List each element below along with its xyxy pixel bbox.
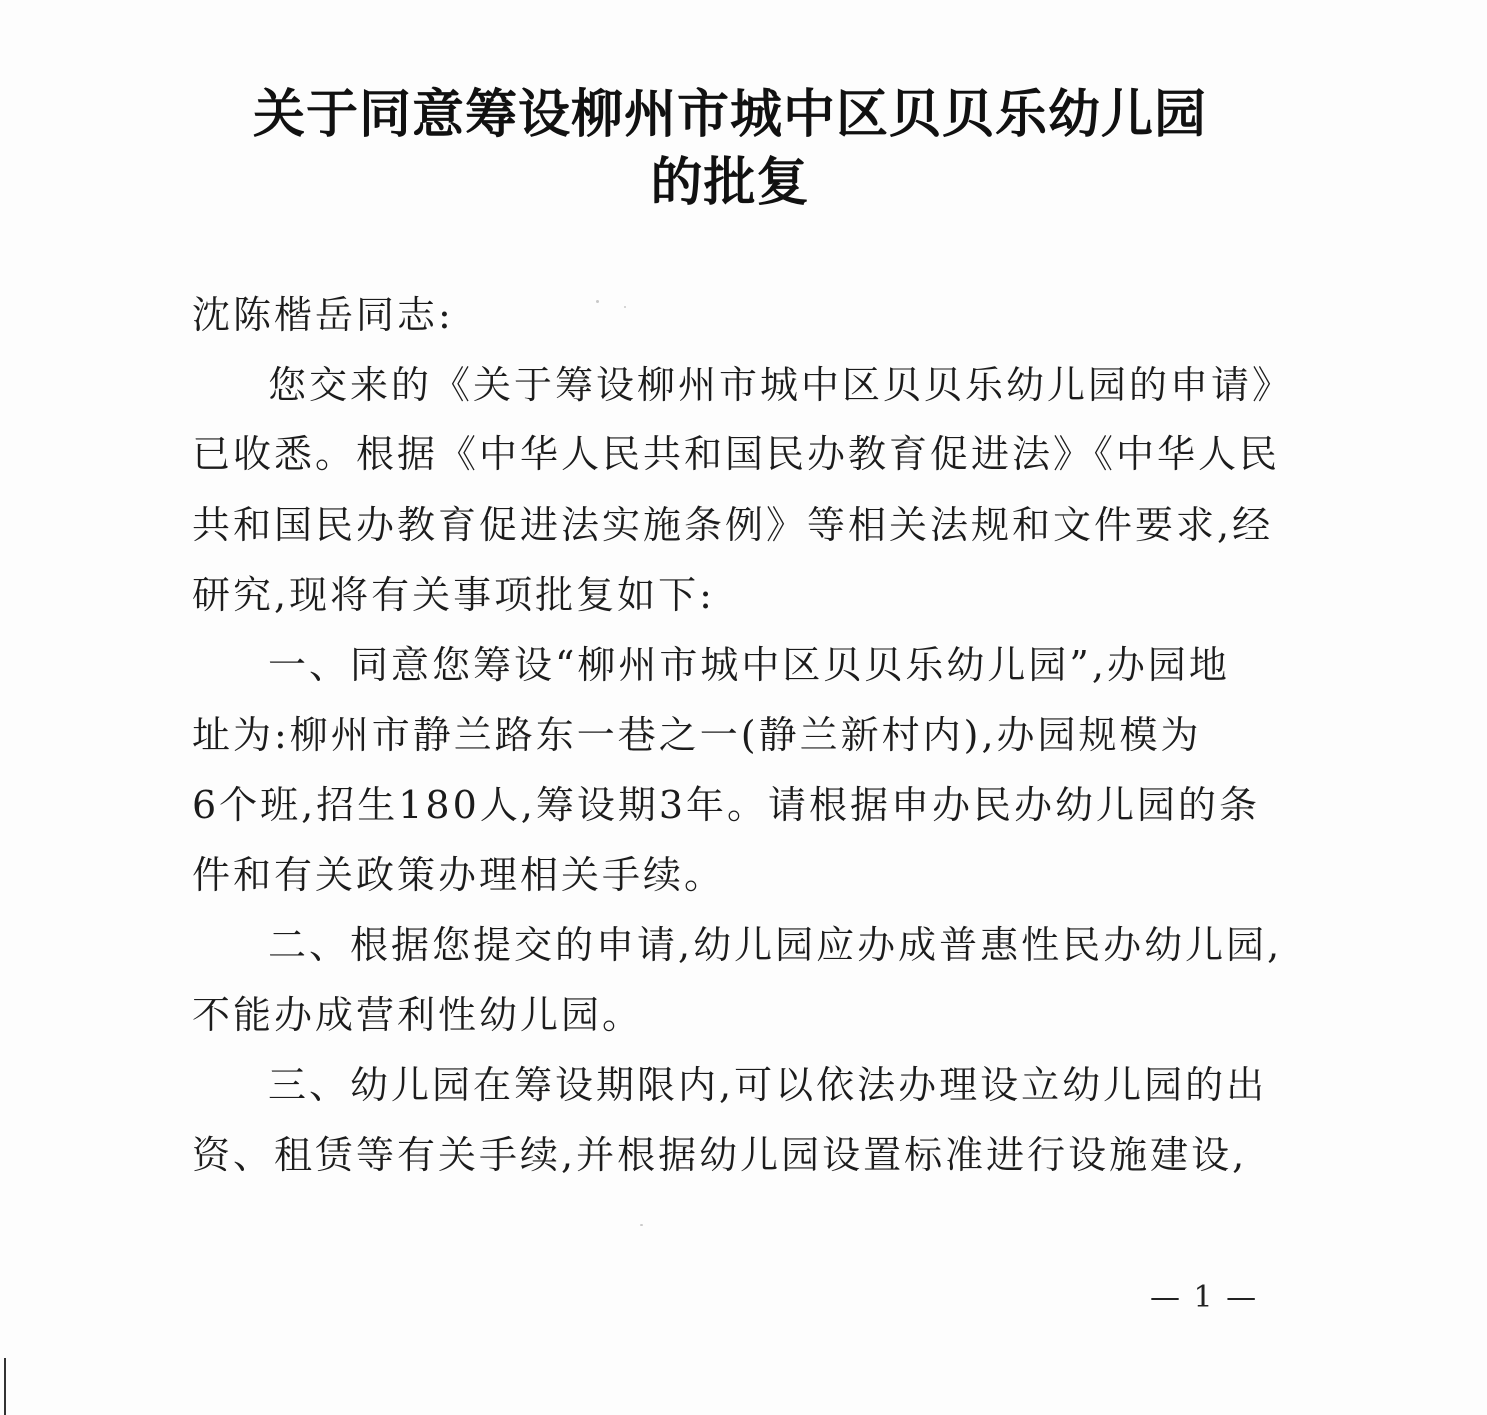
body-line: 不能办成营利性幼儿园。 <box>192 993 644 1037</box>
scan-speck <box>640 1224 643 1226</box>
body-line: 三、幼儿园在筹设期限内,可以依法办理设立幼儿园的出 <box>268 1063 1268 1107</box>
body-line: 一、同意您筹设“柳州市城中区贝贝乐幼儿园”,办园地 <box>268 643 1230 687</box>
page-number: — 1 — <box>1150 1280 1259 1315</box>
scan-speck <box>624 306 626 308</box>
scan-edge-mark <box>4 1358 6 1415</box>
document-title-line-1: 关于同意筹设柳州市城中区贝贝乐幼儿园 <box>252 85 1207 145</box>
body-line: 6个班,招生180人,筹设期3年。请根据申办民办幼儿园的条 <box>192 783 1261 827</box>
body-line: 共和国民办教育促进法实施条例》等相关法规和文件要求,经 <box>192 503 1274 547</box>
body-line: 已收悉。根据《中华人民共和国民办教育促进法》《中华人民 <box>192 432 1281 476</box>
body-line: 您交来的《关于筹设柳州市城中区贝贝乐幼儿园的申请》 <box>268 363 1294 407</box>
body-line: 资、租赁等有关手续,并根据幼儿园设置标准进行设施建设, <box>192 1133 1248 1177</box>
body-line: 研究,现将有关事项批复如下: <box>192 573 715 617</box>
document-title-line-2: 的批复 <box>650 153 810 213</box>
body-line: 件和有关政策办理相关手续。 <box>192 853 726 897</box>
body-line: 址为:柳州市静兰路东一巷之一(静兰新村内),办园规模为 <box>192 713 1202 757</box>
body-line: 二、根据您提交的申请,幼儿园应办成普惠性民办幼儿园, <box>268 923 1283 967</box>
scan-speck <box>596 300 599 303</box>
salutation: 沈陈楷岳同志: <box>192 293 454 337</box>
